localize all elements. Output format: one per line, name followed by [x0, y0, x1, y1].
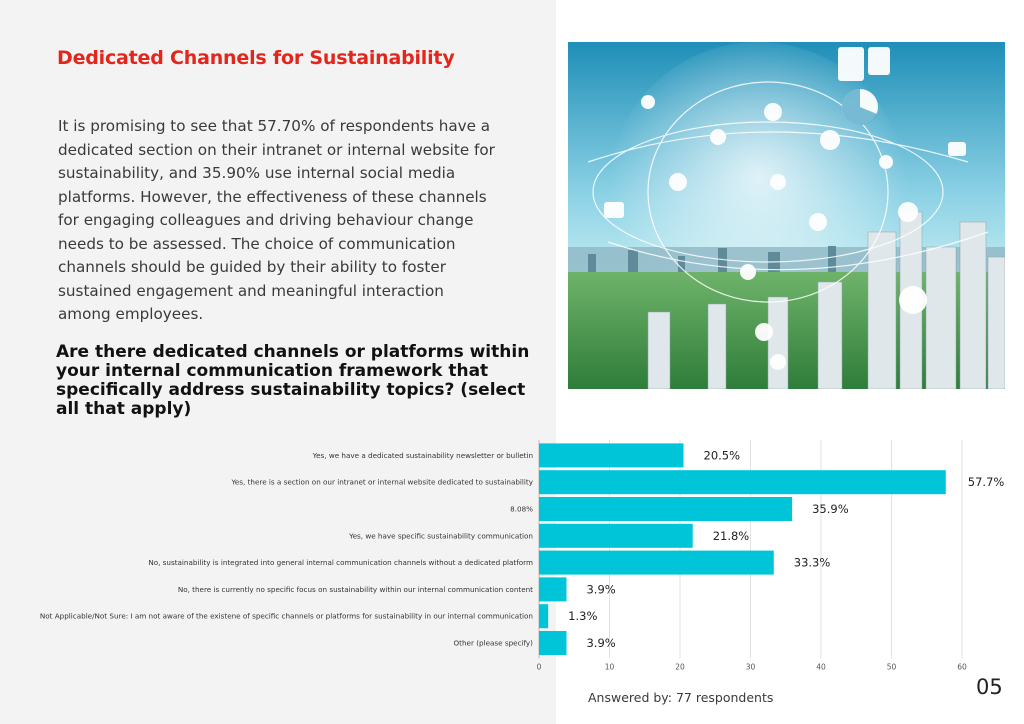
value-label: 21.8% [712, 528, 750, 543]
page-number: 05 [976, 675, 1003, 699]
value-label: 1.3% [568, 609, 598, 624]
value-label: 3.9% [586, 582, 616, 597]
responses-bar-chart [0, 436, 1024, 672]
category-label: 8.08% [510, 504, 533, 514]
category-label: Yes, we have specific sustainability communication [349, 531, 533, 541]
category-label: Yes, we have a dedicated sustainability newsletter or bulletin [312, 450, 533, 460]
x-tick-label: 30 [745, 662, 756, 672]
category-label: Not Applicable/Not Sure: I am not aware of the existene of specific channels or platforms for sustainability in our internal communication [39, 611, 533, 621]
chart-x-ticks [537, 662, 967, 671]
page-heading: Dedicated Channels for Sustainability [57, 47, 455, 69]
bar [539, 470, 946, 494]
x-tick-label: 60 [957, 662, 967, 672]
x-tick-label: 40 [816, 662, 826, 672]
body-paragraph: It is promising to see that 57.70% of respondents have a dedicated section on their intranet or internal website for sustainability, and 35.90% use internal social media platforms. However, the effectiveness of these channels for engaging colleagues and driving behaviour change needs to be assessed. The choice of communication channels should be guided by their ability to foster sustained engagement and meaningful interaction among employees. [58, 117, 495, 323]
category-label: Other (please specify) [453, 638, 533, 648]
chart-bars [539, 443, 946, 655]
value-label: 20.5% [703, 448, 741, 463]
category-label: No, there is currently no specific focus on sustainability within our internal communication content [177, 584, 533, 594]
bar [539, 631, 566, 655]
value-label: 33.3% [793, 555, 831, 570]
chart-category-labels [40, 451, 534, 648]
x-tick-label: 0 [536, 662, 542, 672]
sustainable-city-photo [568, 42, 1005, 389]
city-illustration [568, 42, 1005, 389]
category-label: No, sustainability is integrated into general internal communication channels without a dedicated platform [148, 558, 533, 568]
survey-question: Are there dedicated channels or platforms within your internal communication framework that specifically address sustainability topics? (select all that apply) [56, 342, 530, 419]
respondents-note: Answered by: 77 respondents [588, 690, 774, 705]
bar [539, 604, 548, 628]
bar [539, 577, 566, 601]
value-label: 3.9% [586, 636, 616, 650]
bar [539, 443, 684, 467]
bar [539, 524, 693, 548]
bar [539, 551, 774, 575]
x-tick-label: 50 [886, 662, 897, 672]
bar [539, 497, 792, 521]
value-label: 57.7% [967, 475, 1005, 490]
x-tick-label: 10 [604, 662, 615, 672]
x-tick-label: 20 [675, 662, 685, 672]
category-label: Yes, there is a section on our intranet or internal website dedicated to sustainability [231, 477, 533, 487]
value-label: 35.9% [812, 502, 849, 516]
